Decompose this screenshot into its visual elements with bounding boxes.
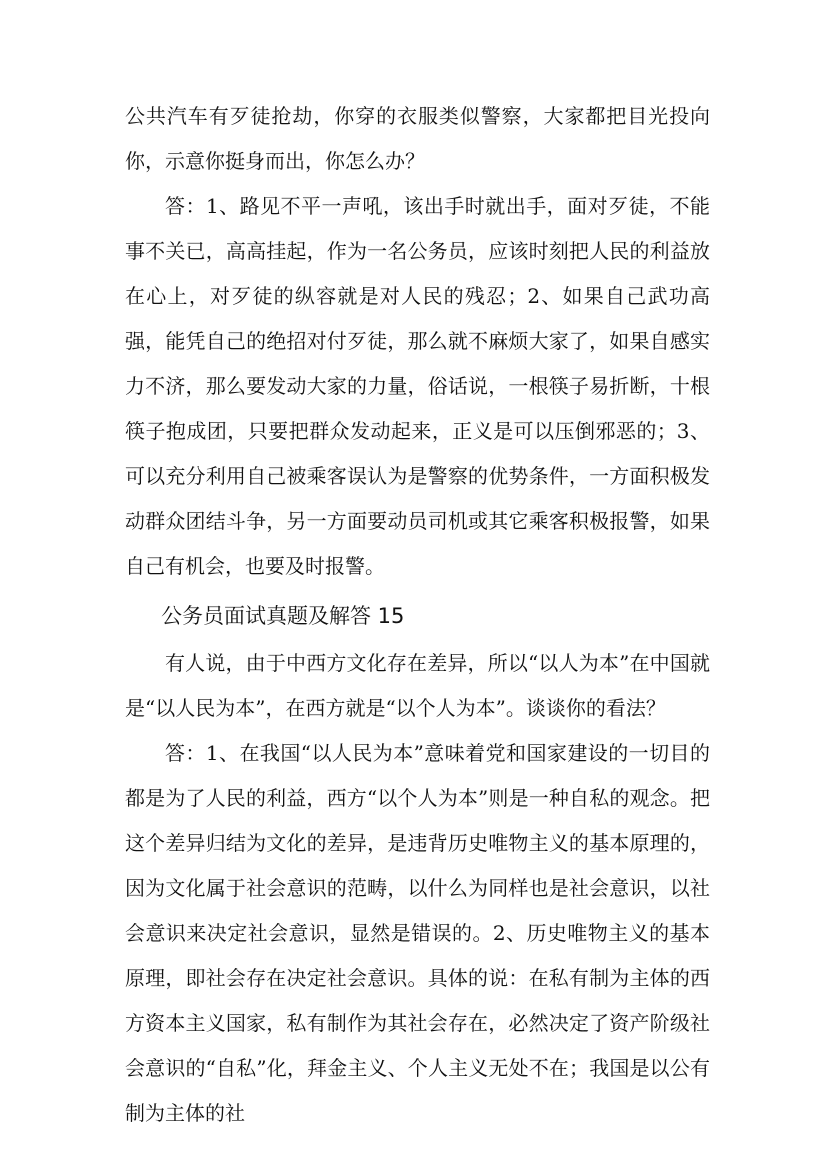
question-paragraph: 有人说，由于中西方文化存在差异，所以“以人为本”在中国就是“以人民为本”，在西方就是“以个人为本”。谈谈你的看法？ — [125, 651, 710, 720]
section-heading: 公务员面试真题及解答 15 — [161, 604, 405, 628]
question-paragraph: 公共汽车有歹徒抢劫，你穿的衣服类似警察，大家都把目光投向你，示意你挺身而出，你怎么办？ — [125, 104, 710, 173]
document-body — [125, 94, 710, 1136]
answer-paragraph: 答：1、在我国“以人民为本”意味着党和国家建设的一切目的都是为了人民的利益，西方“以个人为本”则是一种自私的观念。把这个差异归结为文化的差异，是违背历史唯物主义的基本原理的，因为文化属于社会意识的范畴，以什么为同样也是社会意识，以社会意识来决定社会意识，显然是错误的。2、历史唯物主义的基本原理，即社会存在决定社会意识。具体的说：在私有制为主体的西方资本主义国家，私有制作为其社会存在，必然决定了资产阶级社会意识的“自私”化，拜金主义、个人主义无处不在；我国是以公有制为主体的社 — [125, 741, 710, 1125]
answer-paragraph: 答：1、路见不平一声吼，该出手时就出手，面对歹徒，不能事不关已，高高挂起，作为一名公务员，应该时刻把人民的利益放在心上，对歹徒的纵容就是对人民的残忍；2、如果自己武功高强，能凭自己的绝招对付歹徒，那么就不麻烦大家了，如果自感实力不济，那么要发动大家的力量，俗话说，一根筷子易折断，十根筷子抱成团，只要把群众发动起来，正义是可以压倒邪恶的；3、可以充分利用自己被乘客误认为是警察的优势条件，一方面积极发动群众团结斗争，另一方面要动员司机或其它乘客积极报警，如果自己有机会，也要及时报警。 — [125, 194, 710, 578]
